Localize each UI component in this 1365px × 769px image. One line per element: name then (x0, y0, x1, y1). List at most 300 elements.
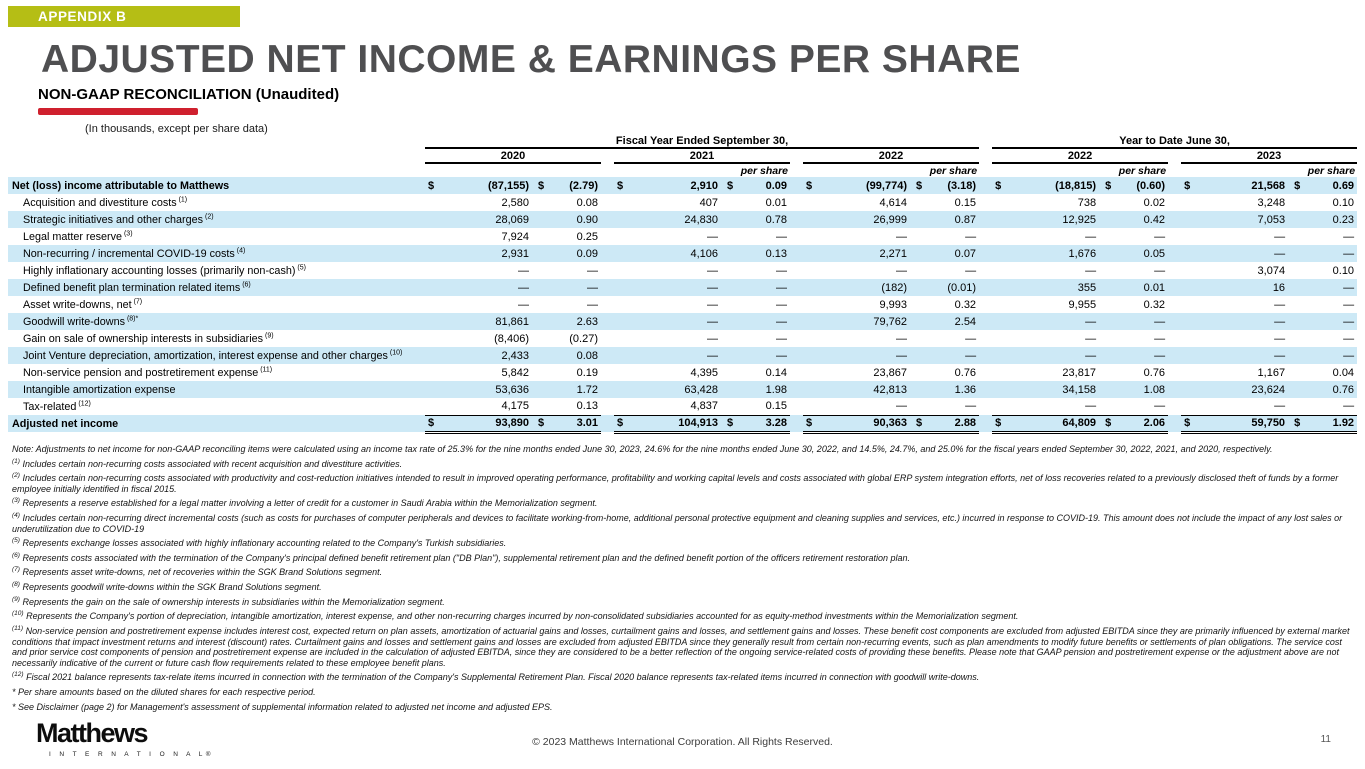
currency-cell: $ (803, 415, 816, 432)
column-gap (601, 194, 614, 211)
footnote: $^{(6)}$ Represents costs associated with the termination of the Company's principal defined benefit retirement plan ("DB Plan"), supplemental retirement plan and the defined benefit portion of the officers retirement restoration plan. (12, 551, 911, 563)
column-gap (1168, 415, 1181, 432)
currency-cell (1181, 279, 1194, 296)
page-subtitle: NON-GAAP RECONCILIATION (Unaudited) (38, 86, 340, 103)
footnote-marker: (10) (12, 610, 24, 618)
column-gap (790, 194, 803, 211)
column-gap (1168, 398, 1181, 415)
amount-cell: 23,817 (1062, 366, 1097, 379)
amount-cell: (18,815) (1005, 177, 1102, 194)
currency-cell (425, 398, 438, 415)
footnote-marker: (2) (12, 472, 20, 480)
footnote-marker: (9) (12, 595, 20, 603)
amount-cell: — (627, 279, 724, 296)
currency-cell (992, 211, 1005, 228)
per-share-cell: — (776, 298, 787, 311)
currency-cell (1102, 262, 1130, 279)
currency-cell (992, 245, 1005, 262)
currency-cell (1181, 194, 1194, 211)
amount-cell: (99,774) (816, 177, 913, 194)
currency-cell (803, 262, 816, 279)
row-label (8, 177, 425, 194)
per-share-cell: 0.04 (1332, 366, 1355, 379)
per-share-cell: — (1319, 245, 1357, 262)
column-gap (601, 279, 614, 296)
column-gap (601, 163, 614, 177)
currency-cell (803, 330, 816, 347)
per-share-cell: — (776, 332, 787, 345)
currency-cell (425, 245, 438, 262)
empty-cell (8, 134, 425, 148)
per-share-cell: — (1319, 347, 1357, 364)
currency-cell (1291, 313, 1319, 330)
per-share-cell: — (1154, 400, 1166, 413)
currency-cell (614, 211, 627, 228)
currency-cell: $ (913, 177, 941, 194)
per-share-cell: (0.27) (569, 332, 598, 345)
currency-cell (913, 279, 941, 296)
column-gap (1168, 177, 1181, 194)
table-body (8, 177, 1357, 432)
amount-cell: — (1274, 298, 1286, 311)
amount-cell: 2,910 (627, 177, 724, 194)
currency-cell (1102, 381, 1130, 398)
currency-cell (614, 245, 627, 262)
column-gap (601, 262, 614, 279)
per-share-cell: (0.01) (941, 279, 979, 296)
per-share-cell: 0.13 (752, 245, 790, 262)
row-label (8, 194, 425, 211)
per-share-cell: 0.42 (1130, 211, 1168, 228)
column-gap (601, 347, 614, 364)
amount-cell: — (1085, 332, 1097, 345)
table-row (8, 296, 1357, 313)
empty-cell (8, 148, 425, 163)
currency-cell (614, 364, 627, 381)
currency-cell (1291, 194, 1319, 211)
per-share-cell: 0.15 (765, 400, 787, 413)
table-row (8, 279, 1357, 296)
currency-cell (535, 228, 563, 245)
currency-cell (535, 194, 563, 211)
amount-cell: — (1005, 313, 1102, 330)
currency-cell: $ (1102, 177, 1130, 194)
currency-cell (992, 228, 1005, 245)
row-label-text: Intangible amortization expense (23, 383, 176, 396)
currency-cell (1102, 330, 1130, 347)
currency-cell (1181, 381, 1194, 398)
currency-cell (1181, 211, 1194, 228)
footnote: * See Disclaimer (page 2) for Management's assessment of supplemental information related to adjusted net income and adjusted EPS. (12, 701, 553, 712)
footnote-marker: (11) (258, 365, 273, 373)
column-gap (790, 279, 803, 296)
row-label-text: Highly inflationary accounting losses (primarily non-cash) (23, 264, 296, 277)
per-share-cell: 1.36 (941, 381, 979, 398)
currency-cell (803, 398, 816, 415)
currency-cell (1181, 398, 1194, 415)
per-share-cell: 0.76 (1143, 366, 1166, 379)
table-row (8, 228, 1357, 245)
footnote-marker: (7) (12, 566, 20, 574)
column-gap (601, 330, 614, 347)
per-share-header: per share (1118, 164, 1167, 177)
per-share-header (425, 163, 601, 177)
row-label (8, 279, 425, 296)
row-label (8, 347, 425, 364)
amount-cell: — (1274, 400, 1286, 413)
per-share-cell: 0.32 (954, 298, 977, 311)
per-share-cell: — (1343, 230, 1355, 243)
currency-cell (992, 262, 1005, 279)
footnote-marker: (12) (76, 399, 91, 407)
per-share-cell: 0.07 (941, 245, 979, 262)
per-share-cell: 0.78 (752, 211, 790, 228)
reconciliation-table (8, 134, 1357, 434)
amount-cell: 7,924 (501, 230, 529, 243)
per-share-cell: 2.63 (563, 313, 601, 330)
row-label (8, 211, 425, 228)
amount-cell: 93,890 (438, 415, 535, 432)
currency-cell (425, 330, 438, 347)
column-gap (790, 313, 803, 330)
currency-cell: $ (1181, 415, 1194, 432)
amount-cell: 104,913 (627, 415, 724, 432)
amount-cell: — (1085, 400, 1097, 413)
currency-cell (425, 381, 438, 398)
column-gap (979, 279, 992, 296)
currency-cell (614, 347, 627, 364)
column-gap (1168, 228, 1181, 245)
currency-cell (803, 347, 816, 364)
amount-cell: — (707, 230, 718, 243)
currency-cell (913, 381, 941, 398)
amount-cell: 407 (699, 196, 718, 209)
per-share-cell: 0.15 (954, 196, 977, 209)
per-share-header: per share (929, 164, 978, 177)
per-share-cell: 0.02 (1143, 196, 1166, 209)
column-gap (979, 313, 992, 330)
currency-cell (1102, 313, 1130, 330)
column-gap (979, 163, 992, 177)
per-share-cell: 0.69 (1319, 177, 1357, 194)
per-share-cell: 0.13 (576, 400, 598, 413)
year-header-row (8, 148, 1357, 163)
per-share-cell: 2.54 (941, 313, 979, 330)
amount-cell: (8,406) (494, 332, 529, 345)
row-label (8, 296, 425, 313)
column-gap (790, 364, 803, 381)
currency-cell: $ (1291, 177, 1319, 194)
column-gap (790, 148, 803, 163)
amount-cell: 2,433 (438, 347, 535, 364)
column-gap (979, 398, 992, 415)
currency-cell (535, 279, 563, 296)
column-gap (1168, 313, 1181, 330)
table-row (8, 262, 1357, 279)
per-share-cell: 0.76 (1319, 381, 1357, 398)
red-accent-bar (38, 108, 198, 115)
per-share-cell: — (1319, 313, 1357, 330)
column-gap (979, 245, 992, 262)
per-share-cell: (2.79) (563, 177, 601, 194)
footnote: $^{(8)}$ Represents goodwill write-downs within the SGK Brand Solutions segment. (12, 581, 322, 593)
column-gap (1168, 364, 1181, 381)
amount-cell: 3,074 (1257, 264, 1286, 277)
per-share-cell: 0.01 (765, 196, 787, 209)
column-gap (601, 245, 614, 262)
currency-cell (992, 194, 1005, 211)
currency-cell (425, 347, 438, 364)
column-gap (601, 296, 614, 313)
column-gap (979, 381, 992, 398)
currency-cell (1291, 279, 1319, 296)
currency-cell (992, 347, 1005, 364)
amount-cell: 2,931 (438, 245, 535, 262)
currency-cell (803, 296, 816, 313)
per-share-cell: (0.60) (1130, 177, 1168, 194)
units-note: (In thousands, except per share data) (85, 123, 268, 135)
amount-cell: 59,750 (1194, 415, 1291, 432)
column-gap (601, 364, 614, 381)
year-header-ytd-2023: 2023 (1181, 148, 1357, 163)
currency-cell (724, 364, 752, 381)
currency-cell (614, 330, 627, 347)
footnote: $^{(9)}$ Represents the gain on the sale of ownership interests in subsidiaries within the Memorialization segment. (12, 595, 445, 607)
footnote-marker: (2) (203, 212, 214, 220)
per-share-cell: 0.76 (954, 366, 977, 379)
amount-cell: — (627, 347, 724, 364)
amount-cell: — (707, 298, 718, 311)
currency-cell (724, 228, 752, 245)
amount-cell: (182) (816, 279, 913, 296)
footnote-marker: (4) (234, 246, 246, 254)
amount-cell: — (1194, 313, 1291, 330)
column-gap (601, 177, 614, 194)
currency-cell: $ (724, 415, 752, 432)
footnote: Note: Adjustments to net income for non-GAAP reconciling items were calculated using an income tax rate of 25.3% for the nine months ended June 30, 2023, 24.6% for the nine months ended June 30, 2022, and 14.5%, 24.7%, and 25.0% for the fiscal years ended September 30, 2022, 2021, and 2020, respectively. (12, 444, 1273, 454)
currency-cell: $ (803, 177, 816, 194)
column-gap (979, 415, 992, 432)
currency-cell: $ (614, 415, 627, 432)
footnote: * Per share amounts based on the diluted shares for each respective period. (12, 686, 316, 697)
currency-cell (1291, 245, 1319, 262)
per-share-cell: 1.72 (563, 381, 601, 398)
currency-cell: $ (913, 415, 941, 432)
currency-cell (614, 262, 627, 279)
currency-cell (992, 330, 1005, 347)
column-gap (601, 313, 614, 330)
column-gap (790, 262, 803, 279)
row-label (8, 364, 425, 381)
table-row (8, 194, 1357, 211)
currency-cell (425, 262, 438, 279)
currency-cell: $ (724, 177, 752, 194)
amount-cell: — (707, 264, 718, 277)
footnote-marker: (3) (122, 229, 133, 237)
currency-cell (425, 279, 438, 296)
table-row (8, 398, 1357, 415)
footnote-marker: (8) (12, 581, 20, 589)
currency-cell (1291, 398, 1319, 415)
row-label (8, 381, 425, 398)
amount-cell: — (1274, 332, 1286, 345)
currency-cell (1291, 262, 1319, 279)
column-gap (790, 211, 803, 228)
per-share-cell: — (563, 279, 601, 296)
per-share-cell: — (1154, 332, 1166, 345)
column-gap (790, 398, 803, 415)
currency-cell (1181, 228, 1194, 245)
amount-cell: 5,842 (501, 366, 529, 379)
currency-cell (1102, 364, 1130, 381)
currency-cell (1291, 347, 1319, 364)
currency-cell (913, 347, 941, 364)
amount-cell: 63,428 (627, 381, 724, 398)
amount-cell: 7,053 (1194, 211, 1291, 228)
per-share-cell: — (965, 332, 977, 345)
currency-cell (1102, 347, 1130, 364)
per-share-cell: 0.14 (765, 366, 787, 379)
currency-cell (535, 296, 563, 313)
per-share-header-row (8, 163, 1357, 177)
year-header-2021: 2021 (614, 148, 790, 163)
amount-cell: — (896, 264, 907, 277)
amount-cell: 81,861 (438, 313, 535, 330)
row-label (8, 398, 425, 415)
column-gap (1168, 262, 1181, 279)
footnote-marker: (7) (131, 297, 143, 305)
currency-cell (1291, 381, 1319, 398)
currency-cell (535, 398, 563, 415)
currency-cell: $ (992, 177, 1005, 194)
currency-cell (913, 194, 941, 211)
row-label-text: Acquisition and divestiture costs (23, 196, 177, 209)
year-header-ytd-2022: 2022 (992, 148, 1168, 163)
per-share-cell: 0.19 (576, 366, 598, 379)
currency-cell (724, 245, 752, 262)
amount-cell: — (896, 400, 907, 413)
footnote-marker: (11) (12, 624, 24, 632)
row-label-text: Defined benefit plan termination related items (23, 281, 241, 294)
currency-cell (1102, 211, 1130, 228)
amount-cell: 42,813 (816, 381, 913, 398)
currency-cell (614, 313, 627, 330)
currency-cell (1102, 398, 1130, 415)
currency-cell: $ (425, 177, 438, 194)
year-header-2022: 2022 (803, 148, 979, 163)
column-gap (601, 381, 614, 398)
amount-cell: 2,580 (501, 196, 529, 209)
currency-cell (724, 211, 752, 228)
column-gap (1168, 279, 1181, 296)
column-gap (1168, 211, 1181, 228)
footnote-marker: (5) (295, 263, 306, 271)
currency-cell: $ (1102, 415, 1130, 432)
per-share-cell: — (1154, 230, 1166, 243)
table-row (8, 177, 1357, 194)
column-gap (601, 398, 614, 415)
per-share-cell: 0.01 (1130, 279, 1168, 296)
currency-cell: $ (425, 415, 438, 432)
currency-cell (992, 398, 1005, 415)
per-share-cell: — (776, 264, 787, 277)
footnote-marker: (5) (12, 537, 20, 545)
currency-cell (913, 398, 941, 415)
table-row (8, 347, 1357, 364)
footnote-marker: (1) (12, 457, 20, 465)
column-gap (790, 296, 803, 313)
amount-cell: 79,762 (816, 313, 913, 330)
column-gap (979, 347, 992, 364)
amount-cell: 4,614 (879, 196, 907, 209)
footnote-marker: (10) (387, 348, 403, 356)
column-gap (979, 262, 992, 279)
per-share-cell: — (587, 298, 598, 311)
row-label-text: Asset write-downs, net (23, 298, 132, 311)
column-gap (1168, 347, 1181, 364)
currency-cell (1102, 296, 1130, 313)
currency-cell (913, 211, 941, 228)
per-share-cell: — (965, 400, 977, 413)
currency-cell (992, 381, 1005, 398)
column-gap (979, 148, 992, 163)
currency-cell (803, 381, 816, 398)
amount-cell: — (438, 279, 535, 296)
currency-cell (425, 211, 438, 228)
currency-cell (425, 313, 438, 330)
amount-cell: 4,106 (627, 245, 724, 262)
column-gap (979, 194, 992, 211)
per-share-cell: 1.98 (752, 381, 790, 398)
logo-wordmark: Matthews (36, 718, 148, 748)
column-gap (790, 415, 803, 432)
amount-cell: 9,993 (879, 298, 907, 311)
currency-cell (803, 211, 816, 228)
currency-cell (614, 296, 627, 313)
amount-cell: — (1194, 245, 1291, 262)
per-share-cell: — (587, 264, 598, 277)
amount-cell: 1,167 (1257, 366, 1286, 379)
currency-cell: $ (535, 415, 563, 432)
per-share-cell: 0.09 (563, 245, 601, 262)
per-share-cell: — (752, 279, 790, 296)
column-gap (790, 228, 803, 245)
amount-cell: — (1005, 347, 1102, 364)
per-share-cell: — (1343, 332, 1355, 345)
amount-cell: 24,830 (627, 211, 724, 228)
currency-cell (913, 330, 941, 347)
currency-cell (535, 347, 563, 364)
footnote-marker: (12) (12, 671, 24, 679)
currency-cell (992, 313, 1005, 330)
currency-cell (913, 245, 941, 262)
footnote: $^{(3)}$ Represents a reserve established for a legal matter involving a letter of credit for a customer in Saudi Arabia within the Memorialization segment. (12, 497, 598, 509)
amount-cell: — (1085, 264, 1097, 277)
currency-cell (724, 381, 752, 398)
per-share-cell: 0.10 (1332, 264, 1355, 277)
amount-cell: 2,271 (816, 245, 913, 262)
amount-cell: 23,624 (1194, 381, 1291, 398)
row-label-text: Strategic initiatives and other charges (23, 213, 204, 226)
amount-cell: 26,999 (816, 211, 913, 228)
currency-cell: $ (1291, 415, 1319, 432)
per-share-cell: — (1154, 264, 1166, 277)
row-label-text: Joint Venture depreciation, amortization, interest expense and other charges (23, 349, 388, 362)
column-gap (979, 134, 992, 148)
currency-cell (803, 313, 816, 330)
table-row (8, 330, 1357, 347)
per-share-cell: 0.23 (1319, 211, 1357, 228)
